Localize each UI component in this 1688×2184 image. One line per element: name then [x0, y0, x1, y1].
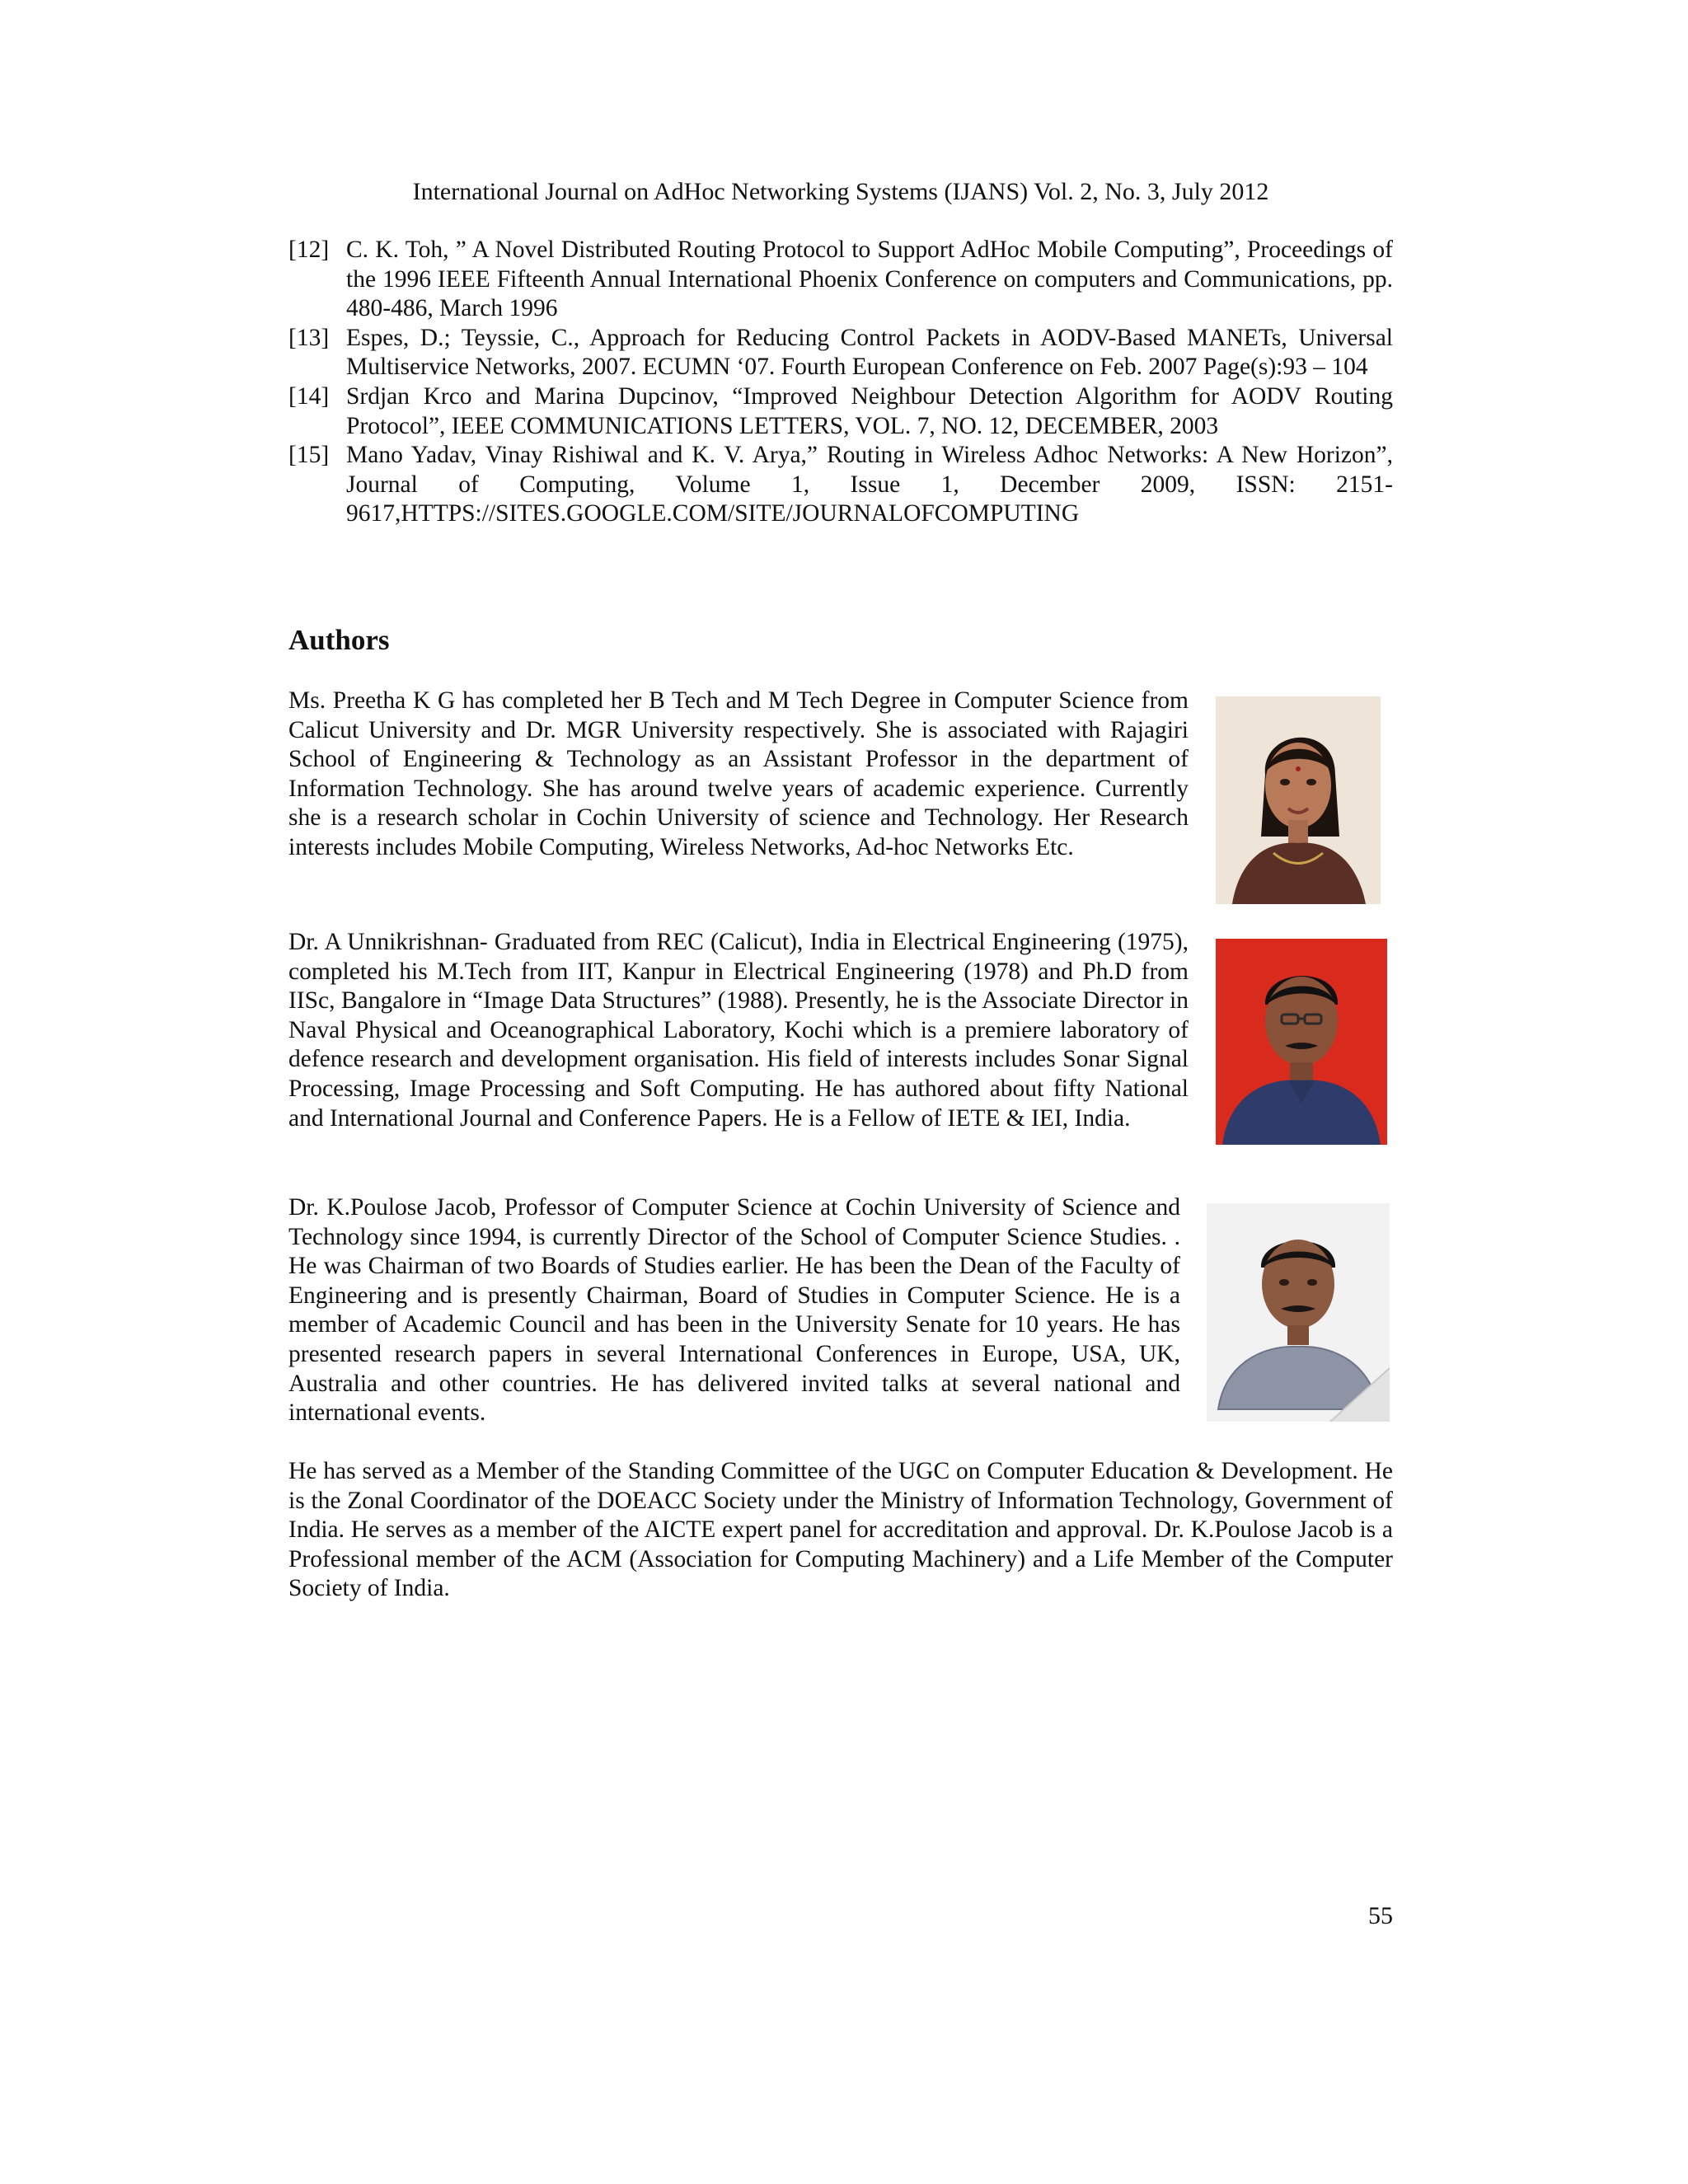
author-bio-preetha: Ms. Preetha K G has completed her B Tech and M Tech Degree in Computer Science from Calicut University and Dr. MGR University respectively. She is associated with Rajagiri School of Engineering & Technology as an Assistant Professor in the department of Information Technology. She has around twelve years of academic experience. Currently she is a research scholar in Cochin University of science and Technology. Her Research interests includes Mobile Computing, Wireless Networks, Ad-hoc Networks Etc. — [288, 687, 1189, 860]
reference-list — [288, 236, 1393, 529]
reference-item — [288, 236, 1393, 324]
authors-heading: Authors — [288, 624, 390, 656]
reference-item — [288, 441, 1393, 529]
author-photo-unnikrishnan — [1216, 939, 1387, 1145]
author-photo-jacob — [1207, 1203, 1390, 1422]
running-header: International Journal on AdHoc Networking Systems (IJANS) Vol. 2, No. 3, July 2012 — [412, 178, 1269, 205]
reference-text: C. K. Toh, ” A Novel Distributed Routing Protocol to Support AdHoc Mobile Computing”, Proceedings of the 1996 IEEE Fifteenth Annual International Phoenix Conference on computers and Communications, pp. 480‐486, March 1996 — [346, 237, 1393, 322]
reference-number: [14] — [288, 382, 330, 410]
author-bio-jacob-continued: He has served as a Member of the Standing Committee of the UGC on Computer Education & Development. He is the Zonal Coordinator of the DOEACC Society under the Ministry of Information Technology, Government of India. He serves as a member of the AICTE expert panel for accreditation and approval. Dr. K.Poulose Jacob is a Professional member of the ACM (Association for Computing Machinery) and a Life Member of the Computer Society of India. — [288, 1458, 1393, 1602]
reference-item — [288, 382, 1393, 441]
reference-text: Mano Yadav, Vinay Rishiwal and K. V. Arya,” Routing in Wireless Adhoc Networks: A New Horizon”, Journal of Computing, Volume 1, Issue 1, December 2009, ISSN: 2151-9617,HTTPS://SITES.GOOGLE.COM/SITE/JOURNALOFCOMPUTING — [346, 442, 1393, 527]
reference-number: [13] — [288, 324, 330, 351]
reference-text: Srdjan Krco and Marina Dupcinov, “Improved Neighbour Detection Algorithm for AODV Routing Protocol”, IEEE COMMUNICATIONS LETTERS, VOL. 7, NO. 12, DECEMBER, 2003 — [346, 382, 1393, 439]
author-bio-jacob: Dr. K.Poulose Jacob, Professor of Computer Science at Cochin University of Science and Technology since 1994, is currently Director of the School of Computer Science Studies. . He was Chairman of two Boards of Studies earlier. He has been the Dean of the Faculty of Engineering and is presently Chairman, Board of Studies in Computer Science. He is a member of Academic Council and has been in the University Senate for 10 years. He has presented research papers in several International Conferences in Europe, USA, UK, Australia and other countries. He has delivered invited talks at several national and international events. — [288, 1194, 1180, 1427]
reference-number: [12] — [288, 237, 330, 263]
author-bio-unnikrishnan: Dr. A Unnikrishnan- Graduated from REC (Calicut), India in Electrical Engineering (1975), completed his M.Tech from IIT, Kanpur in Electrical Engineering (1978) and Ph.D from IISc, Bangalore in “Image Data Structures” (1988). Presently, he is the Associate Director in Naval Physical and Oceanographical Laboratory, Kochi which is a premiere laboratory of defence research and development organisation. His field of interests includes Sonar Signal Processing, Image Processing and Soft Computing. He has authored about fifty National and International Journal and Conference Papers. He is a Fellow of IETE & IEI, India. — [288, 929, 1189, 1132]
reference-text: Espes, D.; Teyssie, C., Approach for Reducing Control Packets in AODV-Based MANETs, Universal Multiservice Networks, 2007. ECUMN ‘07. Fourth European Conference on Feb. 2007 Page(s):93 – 104 — [346, 324, 1393, 381]
page-number: 55 — [1368, 1902, 1393, 1929]
reference-item — [288, 324, 1393, 382]
reference-number: [15] — [288, 442, 330, 469]
author-photo-preetha — [1216, 696, 1381, 904]
